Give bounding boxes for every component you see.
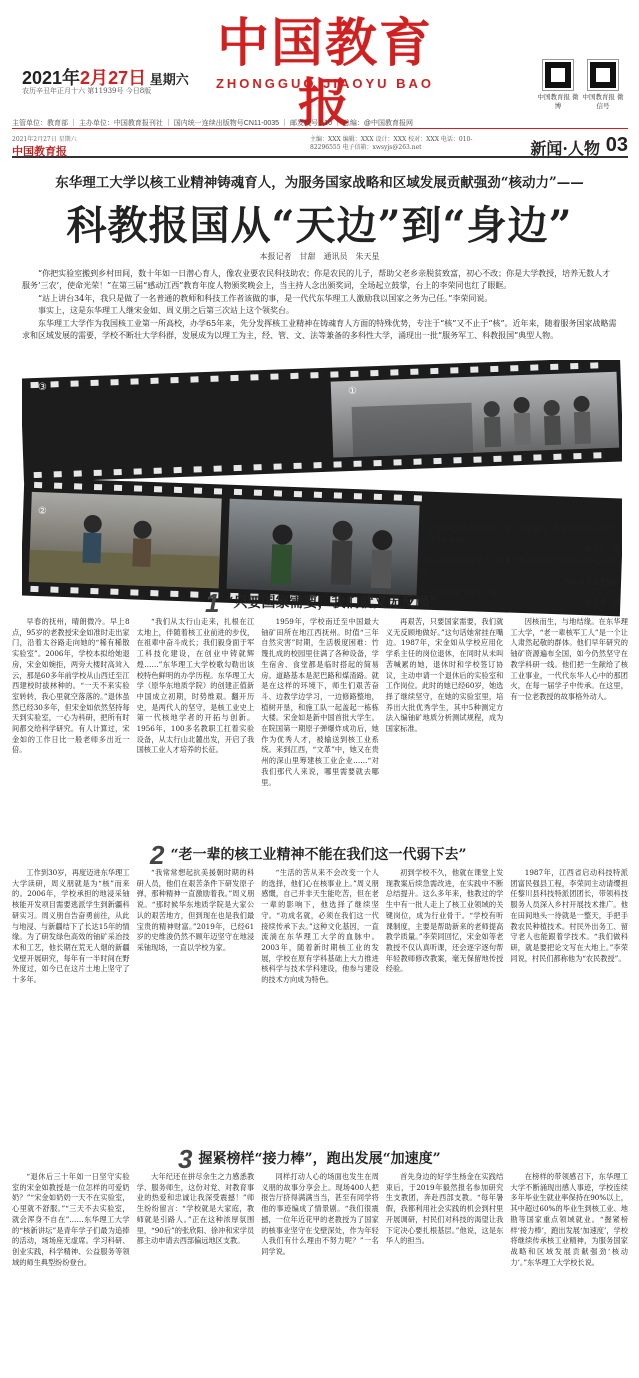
text-column: 1959年，学校南迁至中国最大铀矿田所在地江西抚州。时值“三年自然灾害”时期，生活极度困难：竹篾扎成的校园里住满了各种设备，学生宿舍、食堂都是临时搭起的简易房。道路基本是泥巴路和煤渣路。就是在这样的环境下，师生们艰苦奋斗、边教学边学习，一边修路整地，植树开垦，和施工队一起盖起一栋栋大楼。宋金如是新中国首批大学生。在院国第一期原子弹爆炸成功后，她作为优秀人才，被输送到核工业系统。来到江西，“文革”中，她又在贵州的深山里筹建核工业企业……“对我们那代人来说，哪里需要就去哪里。	[261, 617, 379, 787]
section-3-body	[12, 1172, 628, 1370]
qr-weibo-label: 中国教育报 微博	[537, 93, 579, 110]
caption-credit: 朱思透 摄	[585, 599, 620, 608]
section-heading-text: “老一辈的核工业精神不能在我们这一代弱下去”	[170, 847, 467, 863]
caption-line: ②周义朋教授带领学生在新疆大漠进开展微生物地浸采铀技术研究。	[420, 556, 616, 576]
section-editors: 主编：XXX 编辑：XXX 设计：XXX 校对：XXX 电话：010-82296555 电子信箱：xwsyjs@263.net	[310, 136, 473, 151]
caption-credit: 朱天星 摄	[585, 546, 620, 555]
svg-text:②: ②	[38, 506, 47, 517]
date-month: 2月	[80, 68, 109, 88]
qr-code-weibo-icon	[543, 60, 573, 90]
caption-line: ①江西省抚州市黎川县村小组一处凿棚内，李荣同教授正在给学生讲授专业知识。	[420, 525, 616, 544]
text-column: 同样打动人心的场面也发生在周义朋的故事分享会上。现场400人把报告厅挤得满满当当，甚至有同学将他的事迹编成了情景剧。“我们很震撼，一位年近花甲的老教授为了国家的核事业坚守在戈壁深处，作为年轻人我们有什么理由不努力呢？”一名同学说。	[261, 1172, 379, 1256]
section-number: 2	[150, 840, 165, 870]
text-column: “生活的苦从来不会改变一个人的选择，他们心在核事业上。”周义朋感慨，自己并非天生能吃苦，但在老一辈的影响下，他选择了继续坚守。“功成名就，必须在我们这一代接续传承下去。”这种文化基因，一直流淌在东华理工大学的血脉中。2003年，随着新时期核工业的发展，学校在原有学科基础上大力推进核科学与技术学科建设，他参与建设的技术方向成为特色。	[261, 868, 379, 985]
section-2-heading	[150, 840, 467, 871]
lead-paragraph: “站上讲台34年，我只是做了一名普通的教师和科技工作者该做的事，是一代代东华理工人激励我以国家之务为己任。”李荣同说。	[38, 293, 493, 303]
caption-line: ③宋金如教授与学生交流。	[420, 588, 504, 597]
lead-paragraph: 东华理工大学作为我国核工业第一所高校，办学65年来，先分发挥核工业精神在铸魂育人方面的特殊优势，专注于“核”又不止于“核”。近年来，随着服务国家战略需求和区域发展的需要，学校不断壮大学科群，发展成为以理工为主，经、管、文、法等兼备的多科性大学，涌现出一批“服务军工、科教报国”典型人物。	[22, 318, 617, 341]
text-column: 再艰苦，只要国家需要，我们就义无反顾地做好。”这句话她常挂在嘴边。1987年，宋金如从学校应用化学系主任的岗位退休，在同时从未叫苦喊累的她，退休时和学校签订协议，主动申请一个退休后的实验室和工作岗位。此时的她已经60岁，她选择了继续坚守，在她的实验室里，培养出大批优秀学生，其中5种测定方法入编铀矿地质分析测试规程，成为国家标准。	[385, 617, 504, 734]
text-column: “我们从太行山走来，扎根在江太地上，伴随着核工业前进的步伐，在祖辈中奋斗成长；我们毅身面于军工科技化建设，在创业中铸就辉煌……”东华理工大学校歌勾勒出该校特色鲜明的办学历程。东华理工大学（原华东地质学院）的创建正值新中国成立初期，时势维艰。翻开历史，是两代人的坚守，是核工业史上第一代核地学者的开拓与创新。1956年，100多名教职工扛着实验设备，从太行山北麓出发，开启了我国核工业人才培养的长征。	[136, 617, 255, 755]
section-2-body	[12, 868, 628, 1132]
article-kicker: 东华理工大学以核工业精神铸魂育人，为服务国家战略和区域发展贡献强劲“核动力”——	[55, 175, 584, 191]
text-column: 在榜样的带领感召下，东华理工大学不断涌现出感人事迹，学校连续多年毕业生就业率保持在90%以上，其中超过60%的毕业生到核工业、地勘等国家重点领域就业。“握紧榜样‘接力棒’，跑出发展‘加速度’，学校将继续传承核工业精神，为服务国家战略和区域发展贡献强劲‘核动力’。”东华理工大学校长说。	[510, 1172, 628, 1267]
lead-paragraph: “你把实验室搬到乡村田间，数十年如一日潜心育人，像农业要农民科技助农；你是农民的儿子，帮助父老乡亲脱贫致富，初心不改；你是大学教授，培养无数人才服务‘三农’，使命光荣！”在第三届“感动江西”教育年度人物颁奖晚会上，当主持人念出颁奖词，全场起立鼓掌，台上的李荣同也红了眼眶。	[22, 269, 611, 291]
text-column: 因核而生，与地结缘。在东华理工大学，“老一辈核军工人”是一个让人肃然起敬的群体。他们早年研究的铀矿资源遍布全国，如今仍然坚守在教学科研一线。他们把一生献给了核工业事业，一代代东华人心中的那团火，在每一届学子中传承。在这里，有一位老教授的故事格外动人。	[510, 617, 628, 701]
text-column: 初到学校不久，他就在课堂上发现教案后续急需改进，在实践中不断总结提升。这么多年来，他教过的学生中有一批人走上了核工业领域的关键岗位，成为行业骨干。“学校有听课制度，主要是帮助新来的老师提高教学质量。”李荣同回忆，宋金如等老教授不仅认真听课，还会逐字逐句帮年轻教师修改教案，毫无保留地传授经验。	[385, 868, 504, 974]
section-1-body	[12, 617, 628, 827]
article-headline: 科教报国从“天边”到“身边”	[66, 202, 573, 249]
film-strip-upper	[22, 360, 622, 482]
section-number: 1	[205, 588, 220, 618]
photo-caption	[420, 524, 620, 609]
section-number: 3	[178, 1144, 193, 1174]
qr-wechat-label: 中国教育报 微信号	[582, 93, 624, 110]
text-column: “退休后三十年如一日坚守实验室的宋金如教授是一位怎样的可爱奶奶？”“宋金如奶奶一天不在实验室，心里就不舒服。”“三天不去实验室，就会浑身不自在”……东华理工大学的“核新讲坛”是青年学子们最为追捧的活动，场场座无虚席。学习科研、创业实践，科学精神、公益服务等领域的师生典型纷纷登台。	[12, 1172, 130, 1267]
page-number: 03	[605, 134, 628, 156]
issue-info: 农历辛丑年正月十六 第11939号 今日8版	[22, 87, 152, 95]
section-3-heading	[178, 1144, 441, 1175]
qr-code-wechat-icon	[588, 60, 618, 90]
section-heading-text: 握紧榜样“接力棒”，跑出发展“加速度”	[198, 1151, 441, 1167]
date-weekday: 星期六	[149, 72, 189, 87]
caption-credit: 图片由受访者提供	[564, 577, 620, 586]
text-column: 早春的抚州，晴朗微冷。早上8点，95岁的老教授宋金如准时走出家门，沿着太谷路走向她的“稀有稀散实验室”。2006年，学校本拟给她退房，宋金如婉拒，两旁大楼时高耸入云，那是60多年前学校从山西迁至江西建校时拔林种的。“一天不来实验室转转，我心里就空落落的。”退休虽然已经30多年，但宋金如依然坚持每天到实验室，一心为科研，把所有时间都交给科学研究。有人计算过，宋金如的工作日比一般老师多出近一倍。	[12, 617, 130, 755]
text-column: 首先身边的好学生杨金在实践结束后，于2019年毅然报名参加研究生支教团，奔赴西部支教。“每年暑假，我都利用社会实践的机会到村里开展调研，村民们对科技的渴望让我下定决心要扎根基层。”他说，这是东华人的担当。	[385, 1172, 504, 1246]
masthead-info-bar: 主管单位：教育部 ｜ 主办单位：中国教育报刊社 ｜ 国内统一连续出版物号CN11-0035 ｜ 邮发代号1-10 ｜ 总编：@中国教育报网	[12, 118, 628, 129]
newspaper-logo: 中国教育报	[216, 13, 433, 134]
section-1-heading	[205, 588, 438, 619]
text-column: 1987年，江西省启动科技特派团富民强县工程，李荣同主动请缨担任黎川县科技特派团团长，带领科技服务人员深入乡村开展技术推广。他在田间地头一待就是一整天，手把手教农民种植技术。村民外出务工、留守老人也能跟着学技术。“我们做科研，就是要把论文写在大地上。”李荣同说，村民们都称他为“农民教授”。	[510, 868, 628, 963]
lead-paragraph: 事实上，这是东华理工人继宋金如、周义朋之后第三次站上这个领奖台。	[38, 306, 294, 316]
text-column: 工作到30岁，再度迈进东华理工大学读研，周义朋就是为“核”而来的。2006年，学校承担的地浸采铀核能开发项目需要逃派学生到新疆科研实习。周义朋自告奋勇前往，从此与地浸、与新疆结下了长达15年的情缘。为了研发绿色高效的铀矿采冶技术和工艺，他长期在荒无人烟的新疆戈壁开展研究，每年有一半时间在野外度过，如今已在这片土地上坚守了十多年。	[12, 868, 130, 985]
section-title: 新闻·人物	[530, 139, 600, 158]
svg-text:③: ③	[38, 382, 47, 393]
date-day: 27日	[108, 68, 147, 88]
text-column: “我常常想起抗美援朝时期的科研人员，他们在艰苦条件下研发原子弹，那种精神一直激励着我。”周义朋说。“那时候华东地质学院是大家公认的艰苦地方，但到现在也是我们最宝贵的精神财富。”2019年，已经61岁的史维浚仍然不顾年迈坚守在地浸采铀现场，一直以学校为家。	[136, 868, 255, 952]
date-year: 2021年	[22, 68, 81, 88]
section-brand: 中国教育报	[12, 145, 67, 158]
article-lead	[22, 268, 618, 342]
text-column: 大年纪还在拼尽余生之力感悉教学、服务师生，这份对党、对教育事业的热爱和忠诚让我深受震撼！”师生纷纷留言：“学校就是大家庭，教师就是引路人。”正在这种浓厚氛围里，“90后”的张欣阳、徐冲和宋学员都主动申请去西部偏远地区支教。	[136, 1172, 255, 1246]
section-heading-text: “只要国家需要，我们就义无反顾”	[225, 595, 438, 611]
newspaper-pinyin: ZHONGGUO JIAOYU BAO	[215, 76, 435, 91]
svg-text:①: ①	[348, 386, 357, 397]
section-date: 2021年2月27日 星期六	[12, 136, 77, 143]
section-header	[12, 134, 628, 158]
article-byline: 本报记者 甘甜 通讯员 朱天星	[259, 252, 380, 261]
